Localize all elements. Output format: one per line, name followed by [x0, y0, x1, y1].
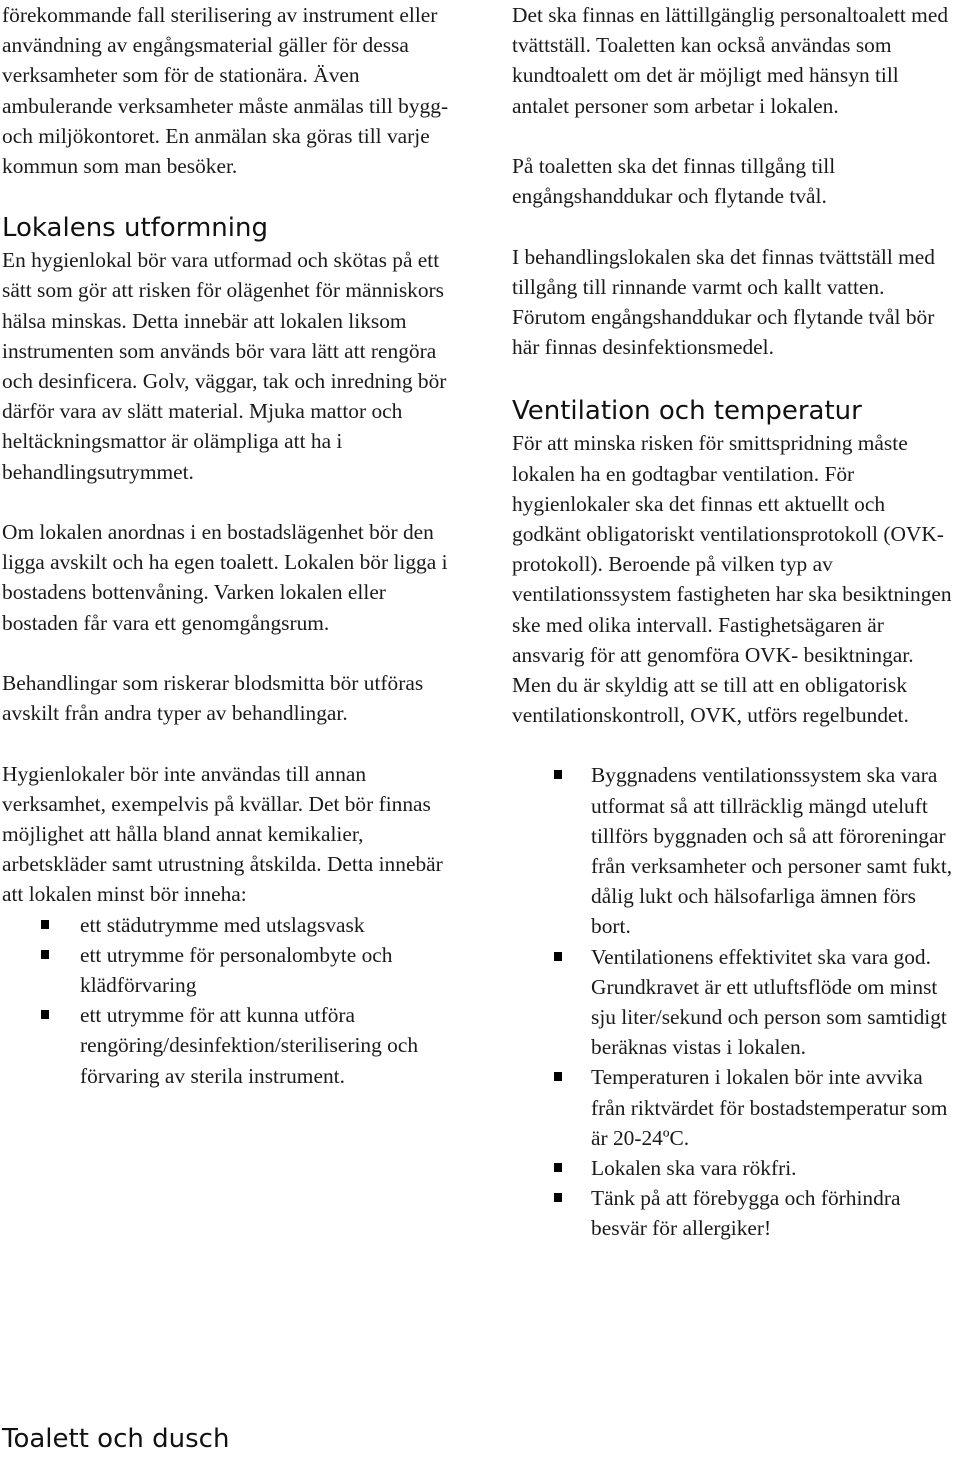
paragraph-toaletten: På toaletten ska det finnas tillgång till engångshanddukar och flytande tvål. — [512, 154, 836, 209]
square-bullet-icon — [41, 1010, 49, 1019]
list-item: ett utrymme för att kunna utföra rengöring/desinfektion/sterilisering och förvaring av sterila instrument. — [2, 1000, 462, 1091]
list-item: Ventilationens effektivitet ska vara god. Grundkravet är ett utluftsflöde om minst sju liter/sekund och person som samtidigt beräknas vistas i lokalen. — [512, 942, 958, 1063]
square-bullet-icon — [554, 952, 562, 961]
paragraph-hygienlokaler: Hygienlokaler bör inte användas till annan verksamhet, exempelvis på kvällar. Det bör finnas möjlighet att hålla bland annat kemikalier, arbetskläder samt utrustning åtskilda. Detta innebär att lokalen minst bör inneha: — [2, 761, 443, 907]
heading-toalett-och-dusch: Toalett och dusch — [2, 1424, 230, 1454]
list-item: Tänk på att förebygga och förhindra besvär för allergiker! — [512, 1183, 958, 1243]
paragraph-hygienlokal: En hygienlokal bör vara utformad och skötas på ett sätt som gör att risken för olägenhet för människors hälsa minskas. Detta innebär att lokalen liksom instrumenten som används bör vara lätt att rengöra och desinficera. Golv, väggar, tak och inredning bör därför vara av slätt material. Mjuka mattor och heltäckningsmattor är olämpliga att ha i behandlingsutrymmet. — [2, 248, 447, 484]
list-item: ett städutrymme med utslagsvask — [2, 910, 462, 940]
square-bullet-icon — [554, 1072, 562, 1081]
paragraph-blodsmitta: Behandlingar som riskerar blodsmitta bör utföras avskilt från andra typer av behandlingar. — [2, 671, 424, 726]
ventilation-list — [512, 760, 958, 1243]
heading-ventilation-och-temperatur: Ventilation och temperatur — [512, 396, 862, 427]
right-column — [512, 0, 958, 1244]
list-item: ett utrymme för personalombyte och klädförvaring — [2, 940, 462, 1000]
facility-list — [2, 910, 462, 1091]
square-bullet-icon — [554, 770, 562, 779]
intro-paragraph: förekommande fall sterilisering av instrument eller användning av engångsmaterial gäller för dessa verksamheter som för de stationära. Även ambulerande verksamheter måste anmälas till bygg- och miljökontoret. En anmälan ska göras till varje kommun som man besöker. — [2, 3, 449, 179]
paragraph-ventilation: För att minska risken för smittspridning måste lokalen ha en godtagbar ventilation. För hygienlokaler ska det finnas ett aktuellt och godkänt obligatoriskt ventilationsprotokoll (OVK- protokoll). Beroende på vilken typ av ventilationssystem fastigheten har ska besiktningen ske med olika intervall. Fastighetsägaren är ansvarig för att genomföra OVK- besiktningar. Men du är skyldig att se till att en obligatorisk ventilationskontroll, OVK, utförs regelbundet. — [512, 431, 952, 728]
paragraph-personaltoalett: Det ska finnas en lättillgänglig personaltoalett med tvättställ. Toaletten kan också användas som kundtoalett om det är möjligt med hänsyn till antalet personer som arbetar i lokalen. — [512, 3, 949, 118]
list-item: Lokalen ska vara rökfri. — [512, 1153, 958, 1183]
left-column — [2, 0, 462, 1454]
heading-lokalens-utformning: Lokalens utformning — [2, 213, 268, 244]
paragraph-behandlingslokalen: I behandlingslokalen ska det finnas tvättställ med tillgång till rinnande varmt och kallt vatten. Förutom engångshanddukar och flytande tvål bör här finnas desinfektionsmedel. — [512, 244, 935, 360]
list-item: Byggnadens ventilationssystem ska vara utformat så att tillräcklig mängd uteluft tillförs byggnaden och så att föroreningar från verksamheter och personer samt fukt, dålig lukt och hälsofarliga ämnen förs bort. — [512, 760, 958, 941]
paragraph-bostad: Om lokalen anordnas i en bostadslägenhet bör den ligga avskilt och ha egen toalett. Lokalen bör ligga i bostadens bottenvåning. Varken lokalen eller bostaden får vara ett genomgångsrum. — [2, 520, 448, 635]
square-bullet-icon — [554, 1163, 562, 1172]
square-bullet-icon — [41, 920, 49, 929]
list-item: Temperaturen i lokalen bör inte avvika från riktvärdet för bostadstemperatur som är 20-24ºC. — [512, 1062, 958, 1153]
square-bullet-icon — [554, 1193, 562, 1202]
square-bullet-icon — [41, 950, 49, 959]
